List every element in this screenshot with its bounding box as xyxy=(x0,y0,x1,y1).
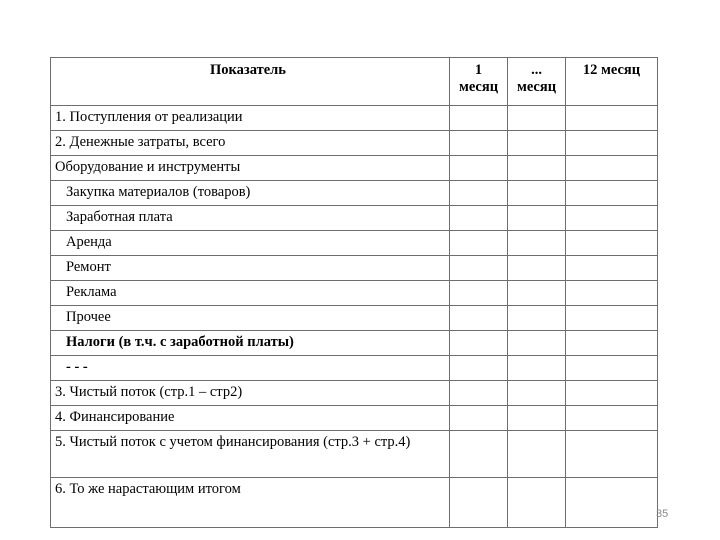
row-label: Реклама xyxy=(51,281,450,306)
cell-month-12 xyxy=(566,406,658,431)
cell-month-1 xyxy=(450,106,508,131)
header-month-1 xyxy=(450,58,508,106)
cell-month-12 xyxy=(566,131,658,156)
header-month-ellipsis-word: месяц xyxy=(516,79,557,95)
row-label: Прочее xyxy=(51,306,450,331)
cell-month-1 xyxy=(450,156,508,181)
table-header-row xyxy=(51,58,658,106)
cell-month-ellipsis xyxy=(508,356,566,381)
cell-month-1 xyxy=(450,478,508,528)
row-label: Оборудование и инструменты xyxy=(51,156,450,181)
row-label: Заработная плата xyxy=(51,206,450,231)
cell-month-ellipsis xyxy=(508,381,566,406)
header-month-1-number: 1 xyxy=(474,62,483,78)
cell-month-1 xyxy=(450,206,508,231)
cell-month-ellipsis xyxy=(508,478,566,528)
cell-month-ellipsis xyxy=(508,281,566,306)
header-month-ellipsis xyxy=(508,58,566,106)
cell-month-1 xyxy=(450,181,508,206)
cell-month-12 xyxy=(566,206,658,231)
row-label: - - - xyxy=(51,356,450,381)
page-number: 35 xyxy=(656,508,669,520)
table-row xyxy=(51,256,658,281)
row-label: 5. Чистый поток с учетом финансирования (стр.3 + стр.4) xyxy=(51,431,450,478)
cell-month-ellipsis xyxy=(508,181,566,206)
cell-month-12 xyxy=(566,281,658,306)
table-row xyxy=(51,331,658,356)
cell-month-12 xyxy=(566,431,658,478)
cell-month-1 xyxy=(450,356,508,381)
header-indicator: Показатель xyxy=(51,58,450,106)
table-row xyxy=(51,478,658,528)
header-month-1-word: месяц xyxy=(458,79,499,95)
cell-month-1 xyxy=(450,231,508,256)
table-row xyxy=(51,381,658,406)
cell-month-ellipsis xyxy=(508,156,566,181)
table-row xyxy=(51,356,658,381)
table-row xyxy=(51,406,658,431)
cell-month-1 xyxy=(450,431,508,478)
cell-month-12 xyxy=(566,356,658,381)
row-label: 3. Чистый поток (стр.1 – стр2) xyxy=(51,381,450,406)
table-row xyxy=(51,231,658,256)
row-label: 2. Денежные затраты, всего xyxy=(51,131,450,156)
row-label: Ремонт xyxy=(51,256,450,281)
cell-month-1 xyxy=(450,281,508,306)
cell-month-1 xyxy=(450,381,508,406)
cell-month-ellipsis xyxy=(508,331,566,356)
cell-month-12 xyxy=(566,106,658,131)
cell-month-ellipsis xyxy=(508,431,566,478)
row-label: Закупка материалов (товаров) xyxy=(51,181,450,206)
cell-month-ellipsis xyxy=(508,106,566,131)
table-row xyxy=(51,281,658,306)
cell-month-ellipsis xyxy=(508,306,566,331)
cell-month-12 xyxy=(566,381,658,406)
cell-month-1 xyxy=(450,406,508,431)
table-row xyxy=(51,156,658,181)
table-row xyxy=(51,131,658,156)
cell-month-12 xyxy=(566,231,658,256)
table-row xyxy=(51,306,658,331)
table-row xyxy=(51,431,658,478)
cell-month-12 xyxy=(566,181,658,206)
cell-month-1 xyxy=(450,306,508,331)
cell-month-ellipsis xyxy=(508,256,566,281)
cell-month-1 xyxy=(450,256,508,281)
cell-month-12 xyxy=(566,331,658,356)
cell-month-12 xyxy=(566,256,658,281)
cell-month-ellipsis xyxy=(508,131,566,156)
header-month-12: 12 месяц xyxy=(566,58,658,106)
row-label: 4. Финансирование xyxy=(51,406,450,431)
cash-flow-table xyxy=(50,57,658,528)
cell-month-ellipsis xyxy=(508,231,566,256)
cell-month-ellipsis xyxy=(508,406,566,431)
cell-month-1 xyxy=(450,331,508,356)
cell-month-12 xyxy=(566,156,658,181)
table-row xyxy=(51,106,658,131)
table-row xyxy=(51,206,658,231)
cell-month-1 xyxy=(450,131,508,156)
cell-month-12 xyxy=(566,306,658,331)
cell-month-12 xyxy=(566,478,658,528)
row-label: Налоги (в т.ч. с заработной платы) xyxy=(51,331,450,356)
row-label: 6. То же нарастающим итогом xyxy=(51,478,450,528)
table-row xyxy=(51,181,658,206)
cell-month-ellipsis xyxy=(508,206,566,231)
row-label: 1. Поступления от реализации xyxy=(51,106,450,131)
row-label: Аренда xyxy=(51,231,450,256)
header-month-ellipsis-dots: ... xyxy=(531,62,542,78)
